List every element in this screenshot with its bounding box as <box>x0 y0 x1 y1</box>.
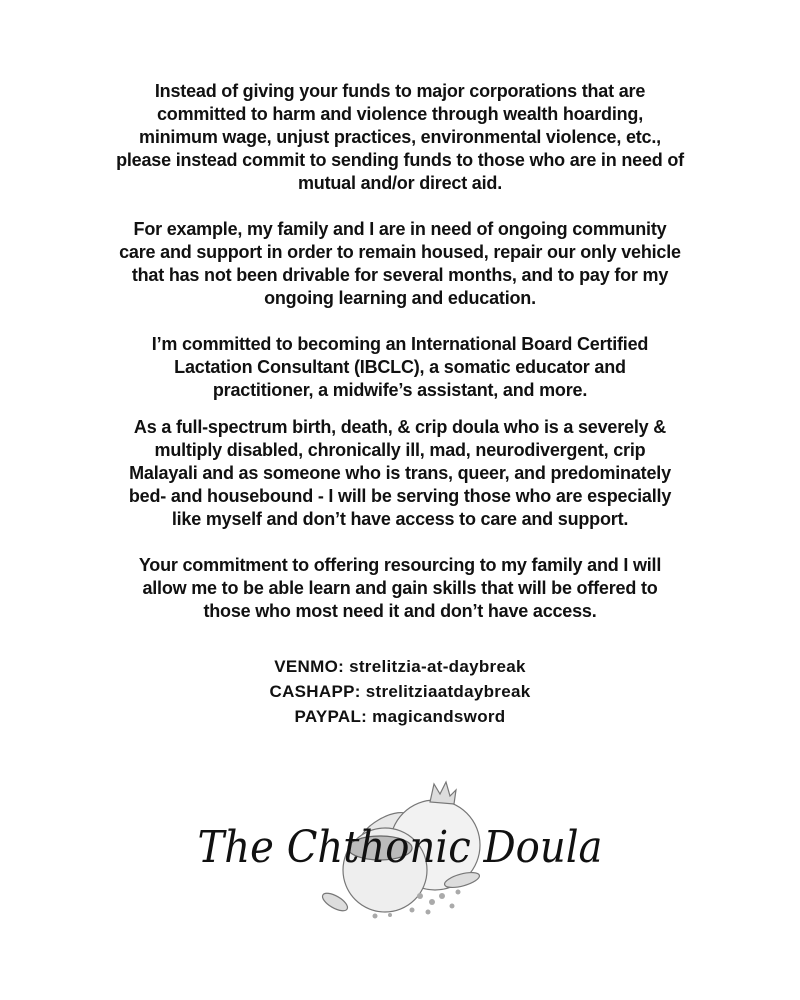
paragraph-intro <box>0 80 800 195</box>
text-line: ongoing learning and education. <box>264 288 536 308</box>
text-line: Lactation Consultant (IBCLC), a somatic educator and <box>174 357 626 377</box>
text-line: Your commitment to offering resourcing to my family and I will <box>138 555 662 575</box>
text-line: committed to harm and violence through wealth hoarding, <box>156 104 644 124</box>
text-line: please instead commit to sending funds to those who are in need of <box>116 150 684 170</box>
text-line: mutual and/or direct aid. <box>297 173 503 193</box>
payment-handles <box>0 654 800 729</box>
chthonic-doula-logo <box>180 770 620 930</box>
cashapp-handle: CASHAPP: strelitziaatdaybreak <box>269 682 531 701</box>
text-line: like myself and don’t have access to care and support. <box>171 509 629 529</box>
text-line: multiply disabled, chronically ill, mad, neurodivergent, crip <box>154 440 646 460</box>
text-line: allow me to be able learn and gain skills that will be offered to <box>142 578 658 598</box>
paragraph-closing <box>0 554 800 623</box>
text-line: I’m committed to becoming an International Board Certified <box>151 334 649 354</box>
text-line: those who most need it and don’t have access. <box>203 601 597 621</box>
text-line: Malayali and as someone who is trans, queer, and predominately <box>129 463 671 483</box>
text-line: that has not been drivable for several months, and to pay for my <box>131 265 669 285</box>
text-line: For example, my family and I are in need of ongoing community <box>133 219 667 239</box>
text-line: bed- and housebound - I will be serving those who are especially <box>128 486 672 506</box>
paragraph-identity <box>0 416 800 531</box>
paragraph-commitment <box>0 333 800 402</box>
text-line: Instead of giving your funds to major corporations that are <box>154 81 646 101</box>
text-line: As a full-spectrum birth, death, & crip doula who is a severely & <box>133 417 667 437</box>
venmo-handle: VENMO: strelitzia-at-daybreak <box>274 657 526 676</box>
paragraph-example <box>0 218 800 310</box>
paypal-handle: PAYPAL: magicandsword <box>294 707 506 726</box>
logo-text: The Chthonic Doula <box>197 822 603 873</box>
text-line: minimum wage, unjust practices, environmental violence, etc., <box>139 127 661 147</box>
text-line: practitioner, a midwife’s assistant, and more. <box>212 380 588 400</box>
text-line: care and support in order to remain housed, repair our only vehicle <box>119 242 681 262</box>
